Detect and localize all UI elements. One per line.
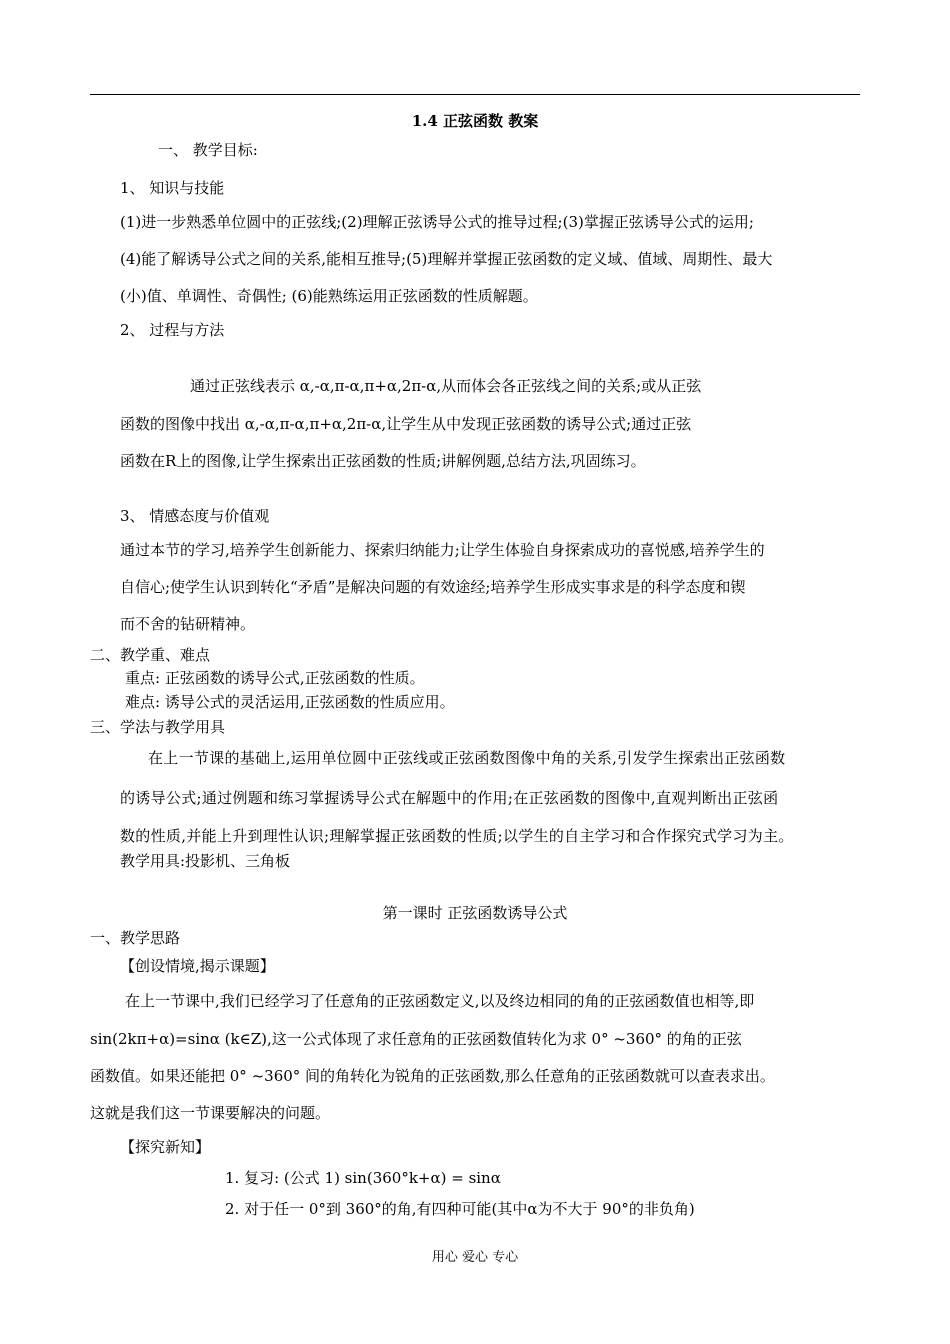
paragraph-line: 的诱导公式;通过例题和练习掌握诱导公式在解题中的作用;在正弦函数的图像中,直观判断出正弦函 xyxy=(120,789,779,807)
paragraph-line: 自信心;使学生认识到转化“矛盾”是解决问题的有效途经;培养学生形成实事求是的科学态度和锲 xyxy=(120,578,746,596)
explore-heading: 【探究新知】 xyxy=(120,1138,211,1156)
page-title: 1.4 正弦函数 教案 xyxy=(411,112,539,130)
lesson-title: 第一课时 正弦函数诱导公式 xyxy=(382,904,568,922)
subheading-attitude: 3、 情感态度与价值观 xyxy=(120,507,270,525)
section-heading-objectives: 一、 教学目标: xyxy=(158,141,258,159)
difficulty-text: 难点: 诱导公式的灵活运用,正弦函数的性质应用。 xyxy=(125,693,455,711)
paragraph-line: 数的性质,并能上升到理性认识;理解掌握正弦函数的性质;以学生的自主学习和合作探究式学习为主。 xyxy=(120,827,794,845)
paragraph-line: 在上一节课中,我们已经学习了任意角的正弦函数定义,以及终边相同的角的正弦函数值也相等,即 xyxy=(125,992,755,1010)
section-heading-keypoints: 二、教学重、难点 xyxy=(90,646,211,664)
page-footer: 用心 爱心 专心 xyxy=(431,1250,519,1265)
paragraph-line: (小)值、单调性、奇偶性; (6)能熟练运用正弦函数的性质解题。 xyxy=(120,287,538,305)
paragraph-line: (1)进一步熟悉单位圆中的正弦线;(2)理解正弦诱导公式的推导过程;(3)掌握正弦诱导公式的运用; xyxy=(120,213,754,231)
paragraph-line: sin(2kπ+α)=sinα (k∈Z),这一公式体现了求任意角的正弦函数值转化为求 0° ~360° 的角的正弦 xyxy=(90,1030,742,1048)
key-point-text: 重点: 正弦函数的诱导公式,正弦函数的性质。 xyxy=(125,669,425,687)
paragraph-line: 在上一节课的基础上,运用单位圆中正弦线或正弦函数图像中角的关系,引发学生探索出正弦函数 xyxy=(148,749,786,767)
paragraph-line: 函数的图像中找出 α,-α,π-α,π+α,2π-α,让学生从中发现正弦函数的诱导公式;通过正弦 xyxy=(120,415,692,433)
paragraph-line: (4)能了解诱导公式之间的关系,能相互推导;(5)理解并掌握正弦函数的定义域、值域、周期性、最大 xyxy=(120,250,773,268)
section-heading-teaching-ideas: 一、教学思路 xyxy=(90,929,181,947)
explore-item: 2. 对于任一 0°到 360°的角,有四种可能(其中α为不大于 90°的非负角) xyxy=(225,1200,695,1218)
section-heading-methods: 三、学法与教学用具 xyxy=(90,718,226,736)
explore-item: 1. 复习: (公式 1) sin(360°k+α) = sinα xyxy=(225,1169,501,1187)
paragraph-line: 这就是我们这一节课要解决的问题。 xyxy=(90,1104,331,1122)
header-rule xyxy=(90,94,860,95)
paragraph-line: 函数在R上的图像,让学生探索出正弦函数的性质;讲解例题,总结方法,巩固练习。 xyxy=(120,452,646,470)
paragraph-line: 通过本节的学习,培养学生创新能力、探索归纳能力;让学生体验自身探索成功的喜悦感,培养学生的 xyxy=(120,541,765,559)
scene-heading: 【创设情境,揭示课题】 xyxy=(120,957,275,975)
paragraph-line: 函数值。如果还能把 0° ~360° 间的角转化为锐角的正弦函数,那么任意角的正弦函数就可以查表求出。 xyxy=(90,1067,775,1085)
subheading-process: 2、 过程与方法 xyxy=(120,321,225,339)
tools-text: 教学用具:投影机、三角板 xyxy=(120,852,291,870)
paragraph-line: 通过正弦线表示 α,-α,π-α,π+α,2π-α,从而体会各正弦线之间的关系;或从正弦 xyxy=(190,377,702,395)
subheading-knowledge: 1、 知识与技能 xyxy=(120,179,225,197)
paragraph-line: 而不舍的钻研精神。 xyxy=(120,615,256,633)
